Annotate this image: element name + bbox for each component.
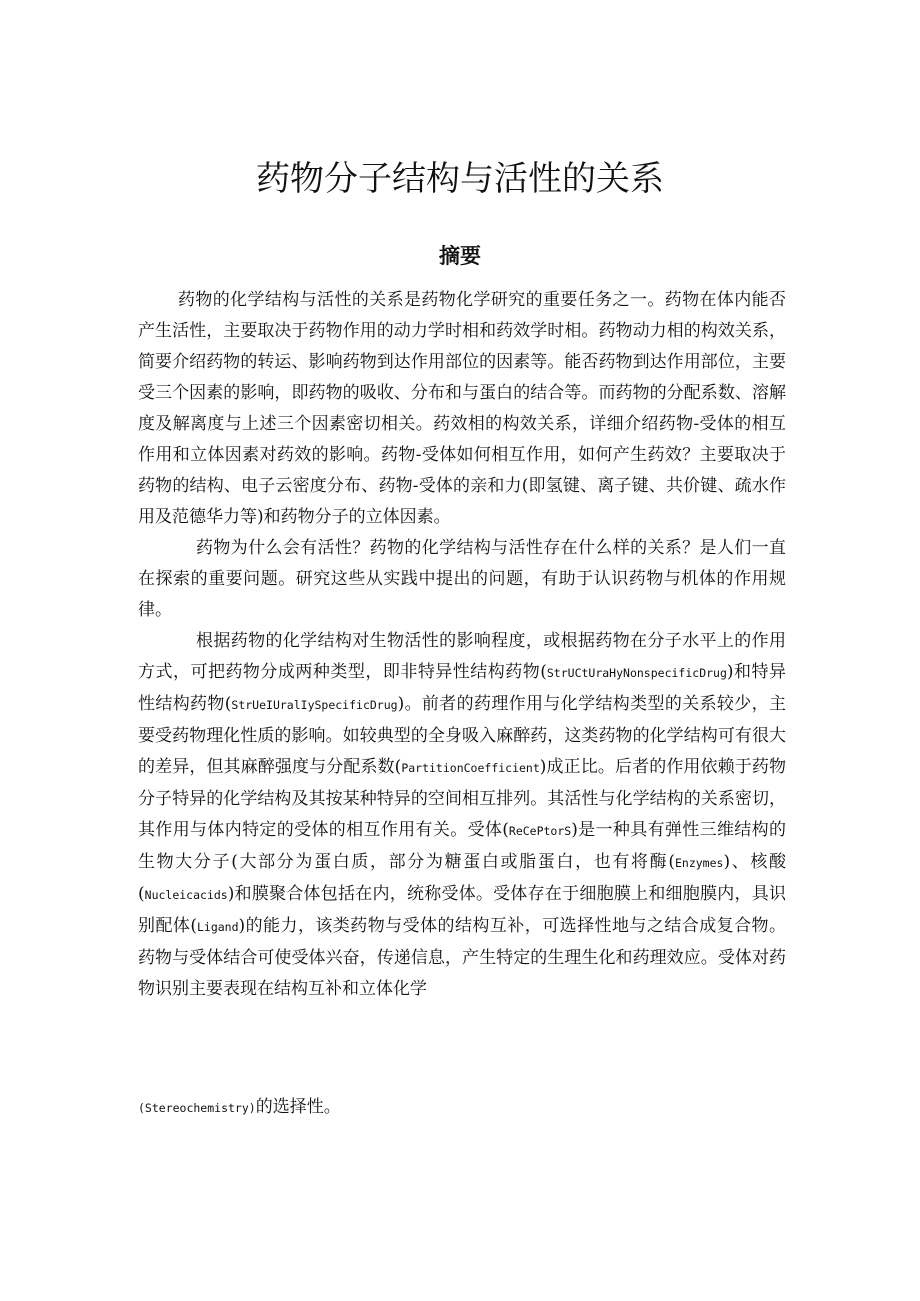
english-term: (Stereochemistry) xyxy=(138,1101,256,1115)
english-term: StrUCtUraHyNonspecificDrug xyxy=(546,666,727,680)
final-line-text: 的选择性。 xyxy=(255,1097,341,1117)
paragraph-3-text-a: 根据药物的化学结构对生物活性的影响程度，或根据药物在分子水平上的作用方式，可把药物分成两种类型，即非特异性结构药物( xyxy=(138,631,786,682)
english-term: PartitionCoefficient xyxy=(401,761,540,775)
document-title: 药物分子结构与活性的关系 xyxy=(256,158,664,199)
paragraph-3-text-c: )。前者的药理作用与化学结构类型的关系较少，主要受药物理化性质的影响。如较典型的全身吸入麻醉药，这类药物的化学结构可有很大的差异，但其麻醉强度与分配系数( xyxy=(138,694,786,777)
paragraph-3-text-e: )是一种具有弹性三维结构的生物大分子(大部分为蛋白质，部分为糖蛋白或脂蛋白，也有将酶( xyxy=(138,820,786,872)
english-term: StrUeIUralIySpecificDrug xyxy=(231,698,398,712)
english-term: ReCePtorS xyxy=(508,824,572,838)
paragraph-1: 药物的化学结构与活性的关系是药物化学研究的重要任务之一。药物在体内能否产生活性，主要取决于药物作用的动力学时相和药效学时相。药物动力相的构效关系，简要介绍药物的转运、影响药物到达作用部位的因素等。能否药物到达作用部位，主要受三个因素的影响，即药物的吸收、分布和与蛋白的结合等。而药物的分配系数、溶解度及解离度与上述三个因素密切相关。药效相的构效关系，详细介绍药物-受体的相互作用和立体因素对药效的影响。药物-受体如何相互作用，如何产生药效？主要取决于药物的结构、电子云密度分布、药物-受体的亲和力(即氢键、离子键、共价键、疏水作用及范德华力等)和药物分子的立体因素。 xyxy=(138,290,786,527)
paragraph-2: 药物为什么会有活性？药物的化学结构与活性存在什么样的关系？是人们一直在探索的重要问题。研究这些从实践中提出的问题，有助于认识药物与机体的作用规律。 xyxy=(138,538,786,620)
paragraph-3-text-h: )的能力，该类药物与受体的结构互补，可选择性地与之结合成复合物。药物与受体结合可使受体兴奋，传递信息，产生特定的生理生化和药理效应。受体对药物识别主要表现在结构互补和立体化学 xyxy=(138,916,786,999)
paragraph-3-text-b: )和特异性结构药物( xyxy=(138,662,786,714)
english-term: Nucleicacids xyxy=(144,888,228,902)
paragraph-3-final-line xyxy=(138,1092,341,1124)
english-term: Ligand xyxy=(196,920,239,934)
paragraph-3 xyxy=(138,626,786,1005)
abstract-body xyxy=(138,285,786,1005)
paragraph-3-text-d: )成正比。后者的作用依赖于药物分子特异的化学结构及其按某种特异的空间相互排列。其活性与化学结构的关系密切，其作用与体内特定的受体的相互作用有关。受体( xyxy=(138,757,786,840)
abstract-heading: 摘要 xyxy=(439,244,481,269)
paragraph-3-text-g: )和膜聚合体包括在内，统称受体。受体存在于细胞膜上和细胞膜内，具识别配体( xyxy=(138,884,786,936)
english-term: Enzymes xyxy=(674,856,724,870)
paragraph-3-text-f: )、核酸( xyxy=(138,852,787,904)
